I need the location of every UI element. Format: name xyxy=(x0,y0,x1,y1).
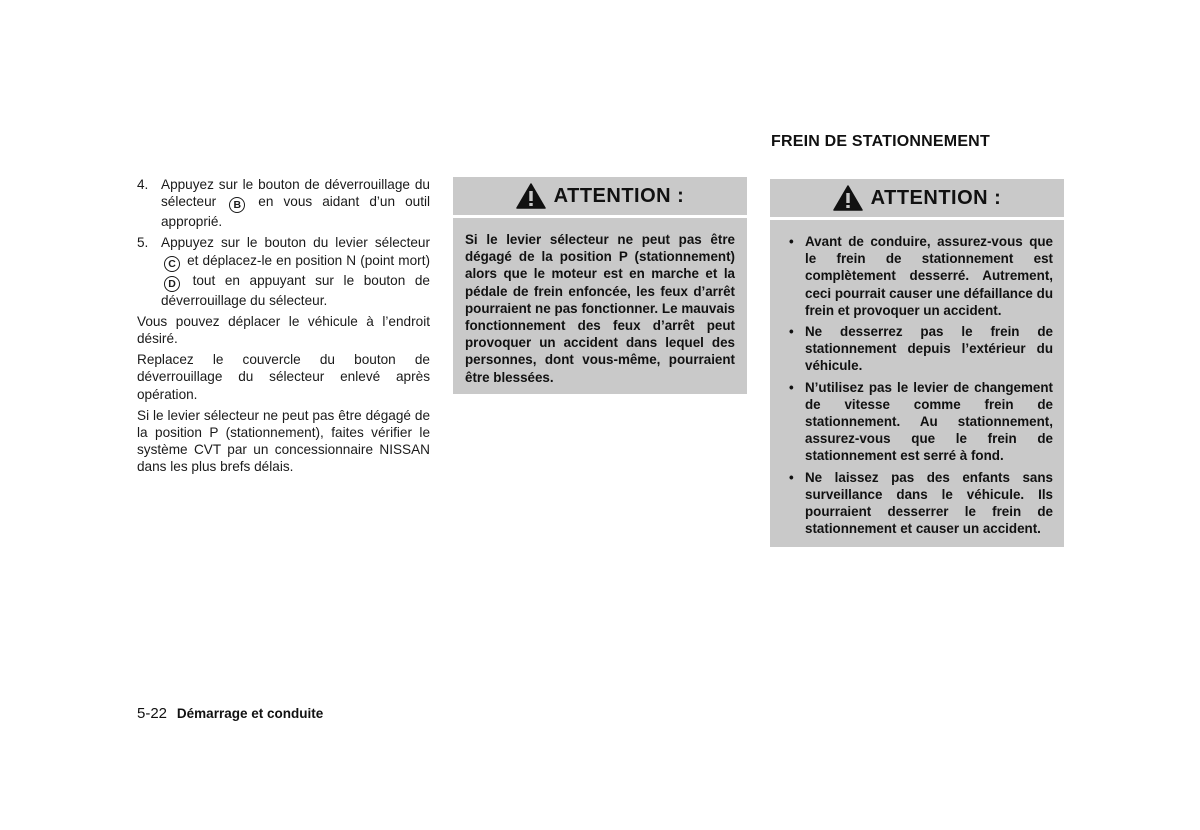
list-item-text: Avant de conduire, assurez-vous que le frein de stationnement est complètement desserré. Autrement, ceci pourrait causer une défaillance du frein et provoquer un accident. xyxy=(805,234,1053,318)
callout-b-icon: B xyxy=(229,197,245,213)
paragraph: Vous pouvez déplacer le véhicule à l’endroit désiré. xyxy=(137,313,430,347)
warning-box xyxy=(770,179,1064,547)
chapter-title: Démarrage et conduite xyxy=(176,706,324,721)
step-number: 5. xyxy=(137,235,149,251)
warning-header xyxy=(770,179,1064,220)
list-item xyxy=(781,323,1053,375)
warning-list xyxy=(770,220,1064,547)
paragraph: Si le levier sélecteur ne peut pas être dégagé de la position P (stationnement), faites vérifier le système CVT par un concessionnaire NISSAN dans les plus brefs délais. xyxy=(137,407,430,475)
section-title: FREIN DE STATIONNEMENT xyxy=(771,133,990,150)
list-item xyxy=(781,469,1053,538)
callout-d-icon: D xyxy=(164,276,180,292)
bullet-icon: • xyxy=(789,469,794,485)
page-footer xyxy=(137,705,323,722)
bullet-icon: • xyxy=(789,234,794,249)
warning-title: ATTENTION : xyxy=(553,184,685,207)
step-text: en vous aidant d’un outil approprié. xyxy=(161,194,431,230)
warning-box xyxy=(453,177,747,394)
step-4 xyxy=(137,176,430,230)
warning-header xyxy=(453,177,747,218)
paragraph: Replacez le couvercle du bouton de déverrouillage du sélecteur enlevé après opération. xyxy=(137,352,430,402)
bullet-icon: • xyxy=(789,324,794,340)
step-text: tout en appuyant sur le bouton de déverrouillage du sélecteur. xyxy=(161,272,430,308)
step-5 xyxy=(137,234,430,308)
step-number: 4. xyxy=(137,177,149,192)
left-column xyxy=(137,176,430,480)
list-item-text: N’utilisez pas le levier de changement de vitesse comme frein de stationnement. Au stationnement, assurez-vous que le frein de stationnement est serré à fond. xyxy=(805,379,1053,464)
warning-triangle-icon xyxy=(833,185,863,211)
callout-c-icon: C xyxy=(164,256,180,272)
warning-triangle-icon xyxy=(516,183,546,209)
warning-title: ATTENTION : xyxy=(870,186,1002,209)
list-item-text: Ne desserrez pas le frein de stationnement depuis l’extérieur du véhicule. xyxy=(805,324,1053,374)
warning-text: Si le levier sélecteur ne peut pas être dégagé de la position P (stationnement) alors que le moteur est en marche et la pédale de frein enfoncée, les feux d’arrêt pourraient ne pas fonctionner. Le mauvais fonctionnement des feux d’arrêt peut provoquer un accident dans lequel des personnes, dont vous-même, pourraient être blessées. xyxy=(465,232,735,385)
bullet-icon: • xyxy=(789,379,794,395)
step-text: Appuyez sur le bouton de déverrouillage du sélecteur xyxy=(161,177,430,210)
list-item xyxy=(781,233,1053,319)
list-item-text: Ne laissez pas des enfants sans surveillance dans le véhicule. Ils pourraient desserrer le frein de stationnement et causer un accident. xyxy=(805,469,1053,537)
list-item xyxy=(781,379,1053,465)
step-text: et déplacez-le en position N (point mort) xyxy=(187,252,430,268)
page-number: 5-22 xyxy=(137,705,168,722)
step-text: Appuyez sur le bouton du levier sélecteur xyxy=(161,235,430,251)
